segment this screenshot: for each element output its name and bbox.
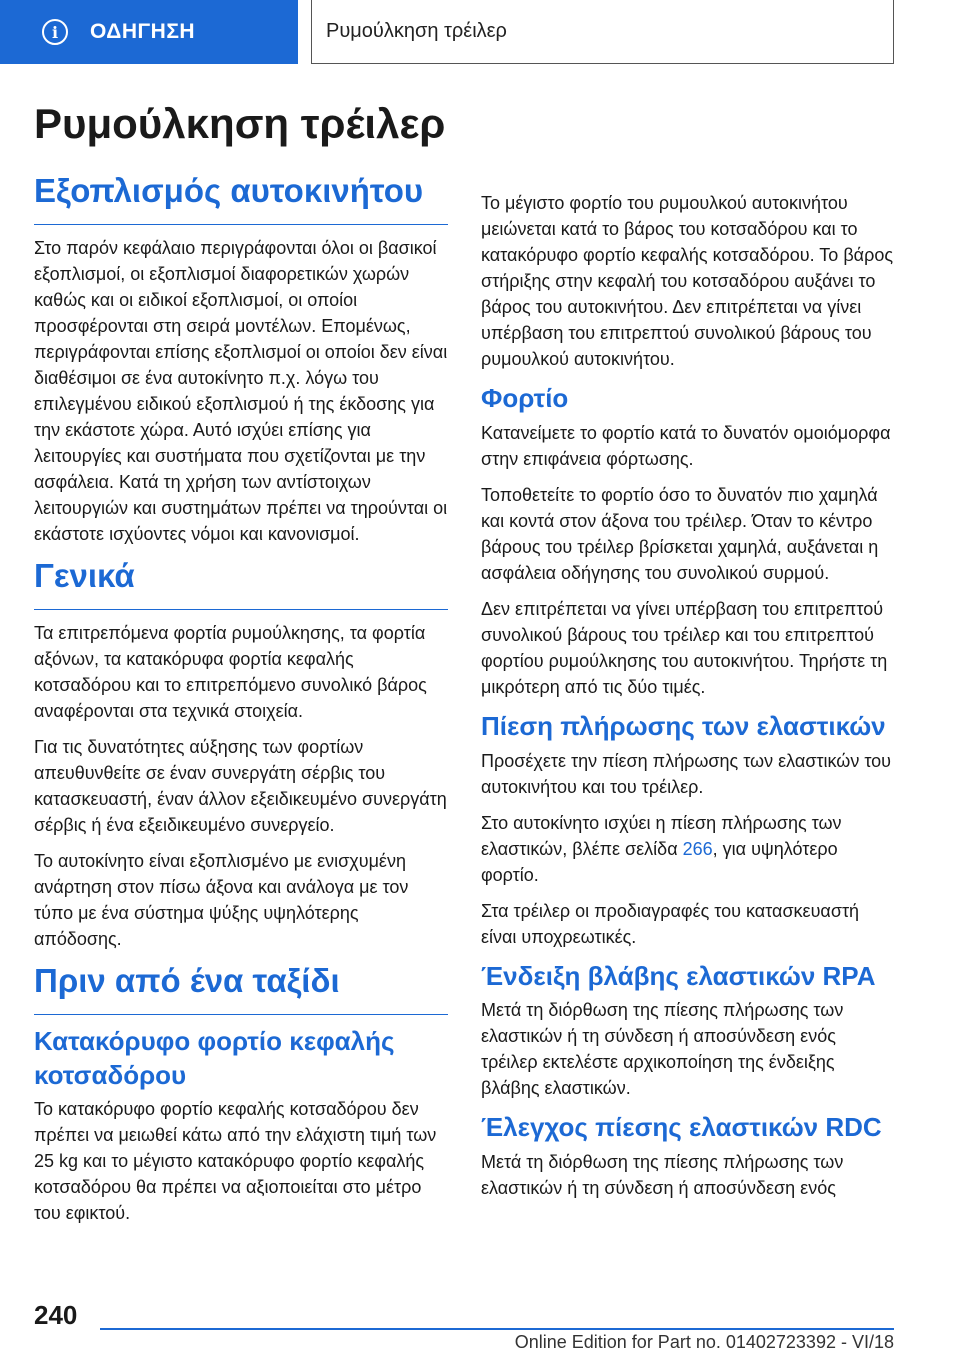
subsection-title-hitch-load: Κατακόρυφο φορτίο κεφαλής κοτσαδόρου [34,1025,395,1090]
footer-divider [100,1328,894,1330]
text-span: , για υψηλότερο φορτίο. [481,838,838,885]
header-tab-label: ΟΔΗΓΗΣΗ [90,20,196,43]
paragraph: Τοποθετείτε το φορτίο όσο το δυνατόν πιο χαμηλά και κοντά στον άξονα του τρέιλερ. Όταν το κέντρο βάρους του τρέιλερ βρίσκεται χαμηλά, αυξάνεται η ασφάλεια οδήγησης του συνολικού συρμού. [481,484,879,583]
subsection-title-rpa: Ένδειξη βλάβης ελαστικών RPA [481,960,876,991]
header-tab-driving[interactable] [0,0,298,64]
page-title: Ρυμούλκηση τρέιλερ [34,100,446,147]
footer-edition: Online Edition for Part no. 01402723392 - VI/18 [514,1332,894,1352]
page-link-266[interactable]: 266 [682,838,713,859]
paragraph: Τα επιτρεπόμενα φορτία ρυμούλκησης, τα φορτία αξόνων, τα κατακόρυφα φορτία κεφαλής κοτσαδόρου και το επιτρεπόμενο συνολικό βάρος αναφέρονται στα τεχνικά στοιχεία. [34,622,427,721]
left-column [34,172,448,1236]
breadcrumb-text: Ρυμούλκηση τρέιλερ [326,20,507,42]
paragraph: Για τις δυνατότητες αύξησης των φορτίων απευθυνθείτε σε έναν συνεργάτη σέρβις του κατασκευαστή, έναν άλλον εξειδικευμένο συνεργάτη σέρβις ή ένα εξειδικευμένο συνεργείο. [34,736,447,835]
paragraph: Προσέχετε την πίεση πλήρωσης των ελαστικών του αυτοκινήτου και του τρέιλερ. [481,750,892,797]
paragraph: Το μέγιστο φορτίο του ρυμουλκού αυτοκινήτου μειώνεται κατά το βάρος του κοτσαδόρου και το κατακόρυφο φορτίο κεφαλής κοτσαδόρου. Το βάρος στήριξης στην κεφαλή του κοτσαδόρου αυξάνει το βάρος του αυτοκινήτου. Δεν επιτρέπεται να γίνει υπέρβαση του επιτρεπτού συνολικού βάρους του ρυμουλκού αυτοκινήτου. [481,193,894,369]
page-number: 240 [34,1300,78,1330]
paragraph: Κατανείμετε το φορτίο κατά το δυνατόν ομοιόμορφα στην επιφάνεια φόρτωσης. [481,422,891,469]
paragraph: Μετά τη διόρθωση της πίεσης πλήρωσης των ελαστικών ή τη σύνδεση ή αποσύνδεση ενός [481,1152,844,1199]
right-column [481,190,895,1211]
subsection-title-load: Φορτίο [481,383,569,413]
paragraph: Στα τρέιλερ οι προδιαγραφές του κατασκευαστή είναι υποχρεωτικές. [481,900,860,947]
breadcrumb [311,0,894,64]
info-icon: i [42,19,68,45]
section-title-equipment: Εξοπλισμός αυτοκινήτου [34,172,448,225]
section-title-before-trip: Πριν από ένα ταξίδι [34,962,448,1015]
paragraph: Το κατακόρυφο φορτίο κεφαλής κοτσαδόρου δεν πρέπει να μειωθεί κάτω από την ελάχιστη τιμή των 25 kg και το μέγιστο κατακόρυφο φορτίο κεφαλής κοτσαδόρου θα πρέπει να αξιοποιείται στο μέτρο του εφικτού. [34,1099,437,1224]
paragraph: Δεν επιτρέπεται να γίνει υπέρβαση του επιτρεπτού συνολικού βάρους του τρέιλερ και του επιτρεπτού φορτίου ρυμούλκησης του αυτοκινήτου. Τηρήστε τη μικρότερη από τις δύο τιμές. [481,598,888,697]
subsection-title-rdc: Έλεγχος πίεσης ελαστικών RDC [481,1112,882,1143]
section-title-general: Γενικά [34,557,448,610]
text-span: Στο αυτοκίνητο ισχύει η πίεση πλήρωσης των ελαστικών, βλέπε σελίδα [481,812,842,859]
paragraph: Μετά τη διόρθωση της πίεσης πλήρωσης των ελαστικών ή τη σύνδεση ή αποσύνδεση ενός τρέιλερ εκτελέστε αρχικοποίηση της ένδειξης βλάβης ελαστικών. [481,1000,844,1099]
paragraph: Το αυτοκίνητο είναι εξοπλισμένο με ενισχυμένη ανάρτηση στον πίσω άξονα και ανάλογα με τον τύπο με ένα σύστημα ψύξης υψηλότερης απόδοσης. [34,850,409,949]
paragraph: Στο παρόν κεφάλαιο περιγράφονται όλοι οι βασικοί εξοπλισμοί, οι εξοπλισμοί διαφορετικών χωρών καθώς και οι ειδικοί εξοπλισμοί, οι οποίοι προσφέρονται στη σειρά μοντέλων. Επομένως, περιγράφονται επίσης εξοπλισμοί οι οποίοι δεν είναι διαθέσιμοι σε ένα αυτοκίνητο π.χ. λόγω του επιλεγμένου ειδικού εξοπλισμού ή της έκδοσης για την εκάστοτε χώρα. Αυτό ισχύει επίσης για λειτουργίες και συστήματα που σχετίζονται με την ασφάλεια. Κατά τη χρήση των αντίστοιχων λειτουργιών και συστημάτων πρέπει να τηρούνται οι εκάστοτε ισχύοντες νόμοι και κανονισμοί. [34,237,448,544]
subsection-title-tyre-pressure: Πίεση πλήρωσης των ελαστικών [481,710,886,741]
paragraph [481,810,895,888]
